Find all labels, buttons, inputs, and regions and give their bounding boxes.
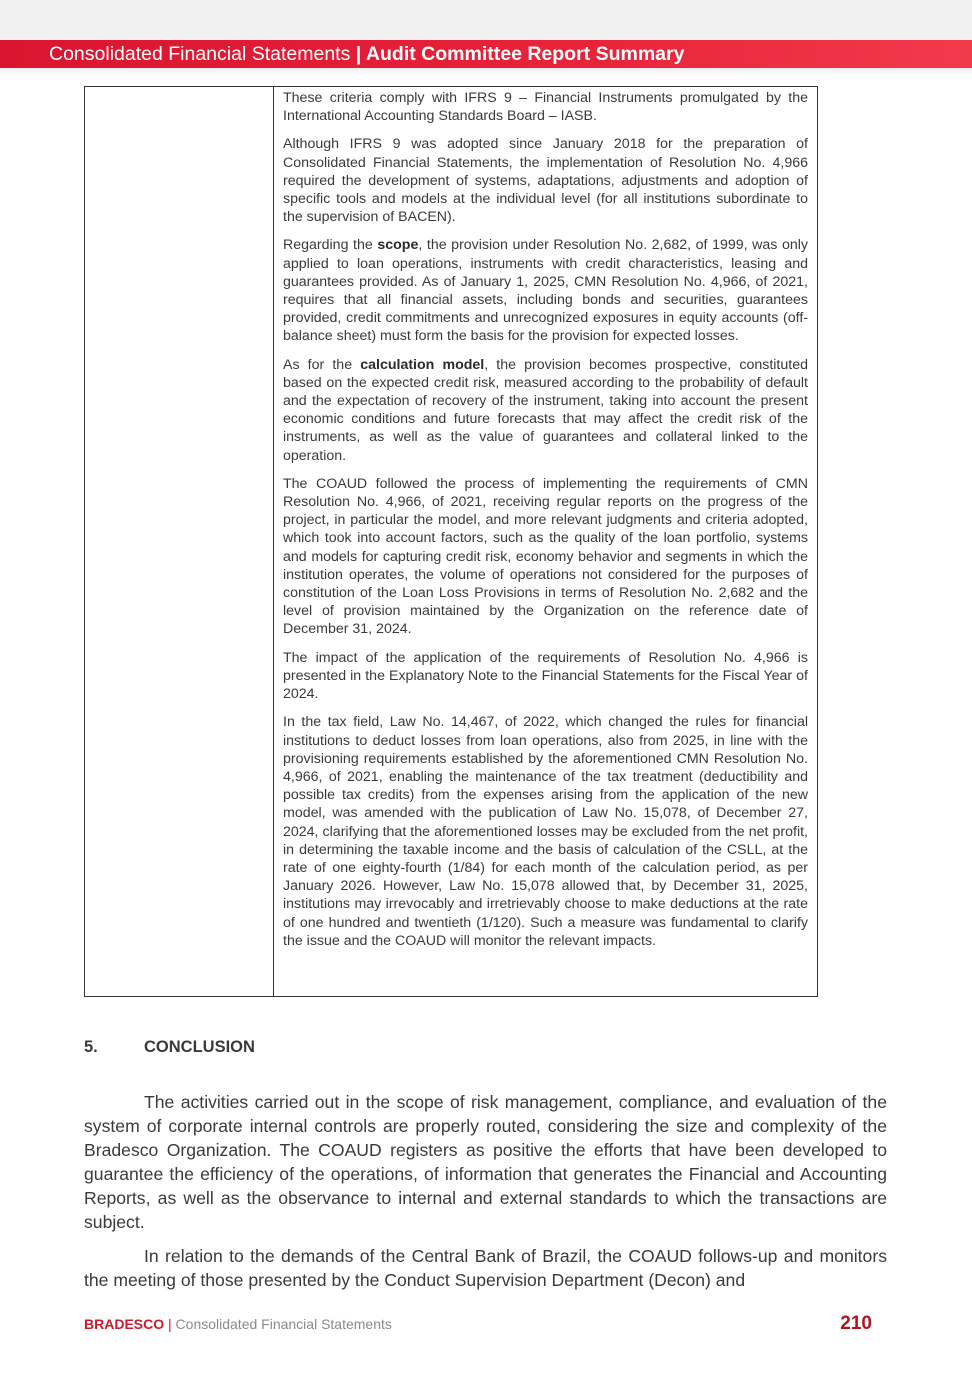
paragraph-text: The COAUD followed the process of implementing the requirements of CMN Resolution No. 4,966, of 2021, receiving regular reports on the progress of the project, in particular the model, and more relevant judgments and criteria adopted, which took into account factors, such as the quality of the loan portfolio, systems and models for capturing credit risk, economy behavior and segments in which the institution operates, the volume of operations not considered for the purposes of constitution of the Loan Loss Provisions in terms of Resolution No. 2,682 and the level of provision maintained by the Organization on the reference date of December 31, 2024. — [283, 475, 808, 638]
table-paragraph — [283, 713, 808, 950]
page-footer — [84, 1313, 872, 1338]
header-shadow — [0, 68, 972, 76]
content-table — [84, 86, 818, 997]
table-paragraph — [283, 649, 808, 704]
paragraph-text: These criteria comply with IFRS 9 – Financial Instruments promulgated by the International Accounting Standards Board – IASB. — [283, 90, 808, 125]
top-margin — [0, 0, 972, 40]
header-section: Consolidated Financial Statements — [49, 43, 351, 65]
body-paragraph: The activities carried out in the scope of risk management, compliance, and evaluation of the system of corporate internal controls are properly routed, considering the size and complexity of the Bradesco Organization. The COAUD registers as positive the efforts that have been developed to guarantee the efficiency of the operations, of information that generates the Financial and Accounting Reports, as well as the observance to internal and external standards to which the transactions are subject. — [84, 1092, 887, 1232]
header-text — [49, 43, 684, 66]
table-paragraph — [283, 236, 808, 345]
paragraph-text: Although IFRS 9 was adopted since January 2018 for the preparation of Consolidated Financial Statements, the implementation of Resolution No. 4,966 required the development of systems, adaptations, adjustments and adoption of specific tools and models at the individual level (for all institutions subordinate to the supervision of BACEN). — [283, 136, 808, 226]
header-separator: | — [350, 43, 366, 65]
footer-separator: | — [164, 1316, 176, 1332]
footer-brand: BRADESCO — [84, 1316, 165, 1332]
table-left-column — [85, 87, 274, 996]
section-heading — [84, 1038, 255, 1057]
table-paragraph — [283, 89, 808, 125]
paragraph-text: Regarding the — [283, 237, 378, 254]
section-number: 5. — [84, 1038, 98, 1056]
paragraph-text: In the tax field, Law No. 14,467, of 2022, which changed the rules for financial institutions to deduct losses from loan operations, also from 2025, in line with the provisioning requirements established by the aforementioned CMN Resolution No. 4,966, of 2021, enabling the maintenance of the tax treatment (deductibility and possible tax credits) from the expenses arising from the application of the new model, was amended with the publication of Law No. 15,078, of December 27, 2024, clarifying that the aforementioned losses may be excluded from the net profit, in determining the taxable income and the basis of calculation of the CSLL, at the rate of one eighty-fourth (1/84) for each month of the calculation period, as per January 2026. However, Law No. 15,078 allowed that, by December 31, 2025, institutions may irrevocably and irretrievably choose to make deductions at the rate of one hundred and twentieth (1/120). Such a measure was fundamental to clarify the issue and the COAUD will monitor the relevant impacts. — [283, 714, 808, 949]
body-text — [84, 1090, 887, 1302]
emphasis-term: calculation model — [360, 356, 485, 373]
header-title: Audit Committee Report Summary — [365, 43, 685, 65]
paragraph-text: , the provision becomes prospective, constituted based on the expected credit risk, measured according to the probability of default and the expectation of recovery of the instrument, taking into account the present economic conditions and future forecasts that may affect the credit risk of the instruments, as well as the value of guarantees and collateral linked to the operation. — [283, 356, 808, 464]
paragraph-text: The impact of the application of the requirements of Resolution No. 4,966 is presented in the Explanatory Note to the Financial Statements for the Fiscal Year of 2024. — [283, 649, 808, 703]
paragraph-text: As for the — [283, 356, 361, 373]
footer-title: Consolidated Financial Statements — [175, 1316, 392, 1332]
table-right-column — [283, 89, 808, 960]
table-paragraph — [283, 135, 808, 226]
table-paragraph — [283, 475, 808, 639]
section-title: CONCLUSION — [144, 1038, 255, 1056]
emphasis-term: scope — [377, 237, 419, 254]
table-paragraph — [283, 356, 808, 465]
paragraph-text: , the provision under Resolution No. 2,682, of 1999, was only applied to loan operations, instruments with credit characteristics, leasing and guarantees provided. As of January 1, 2025, CMN Resolution No. 4,966, of 2021, requires that all financial assets, including bonds and securities, guarantees provided, credit commitments and unrecognized exposures in equity accounts (off-balance sheet) must form the basis for the provision for expected losses. — [283, 237, 808, 345]
page-header — [0, 40, 972, 68]
page-number: 210 — [840, 1313, 872, 1334]
body-paragraph: In relation to the demands of the Central Bank of Brazil, the COAUD follows-up and monitors the meeting of those presented by the Conduct Supervision Department (Decon) and — [84, 1246, 887, 1290]
